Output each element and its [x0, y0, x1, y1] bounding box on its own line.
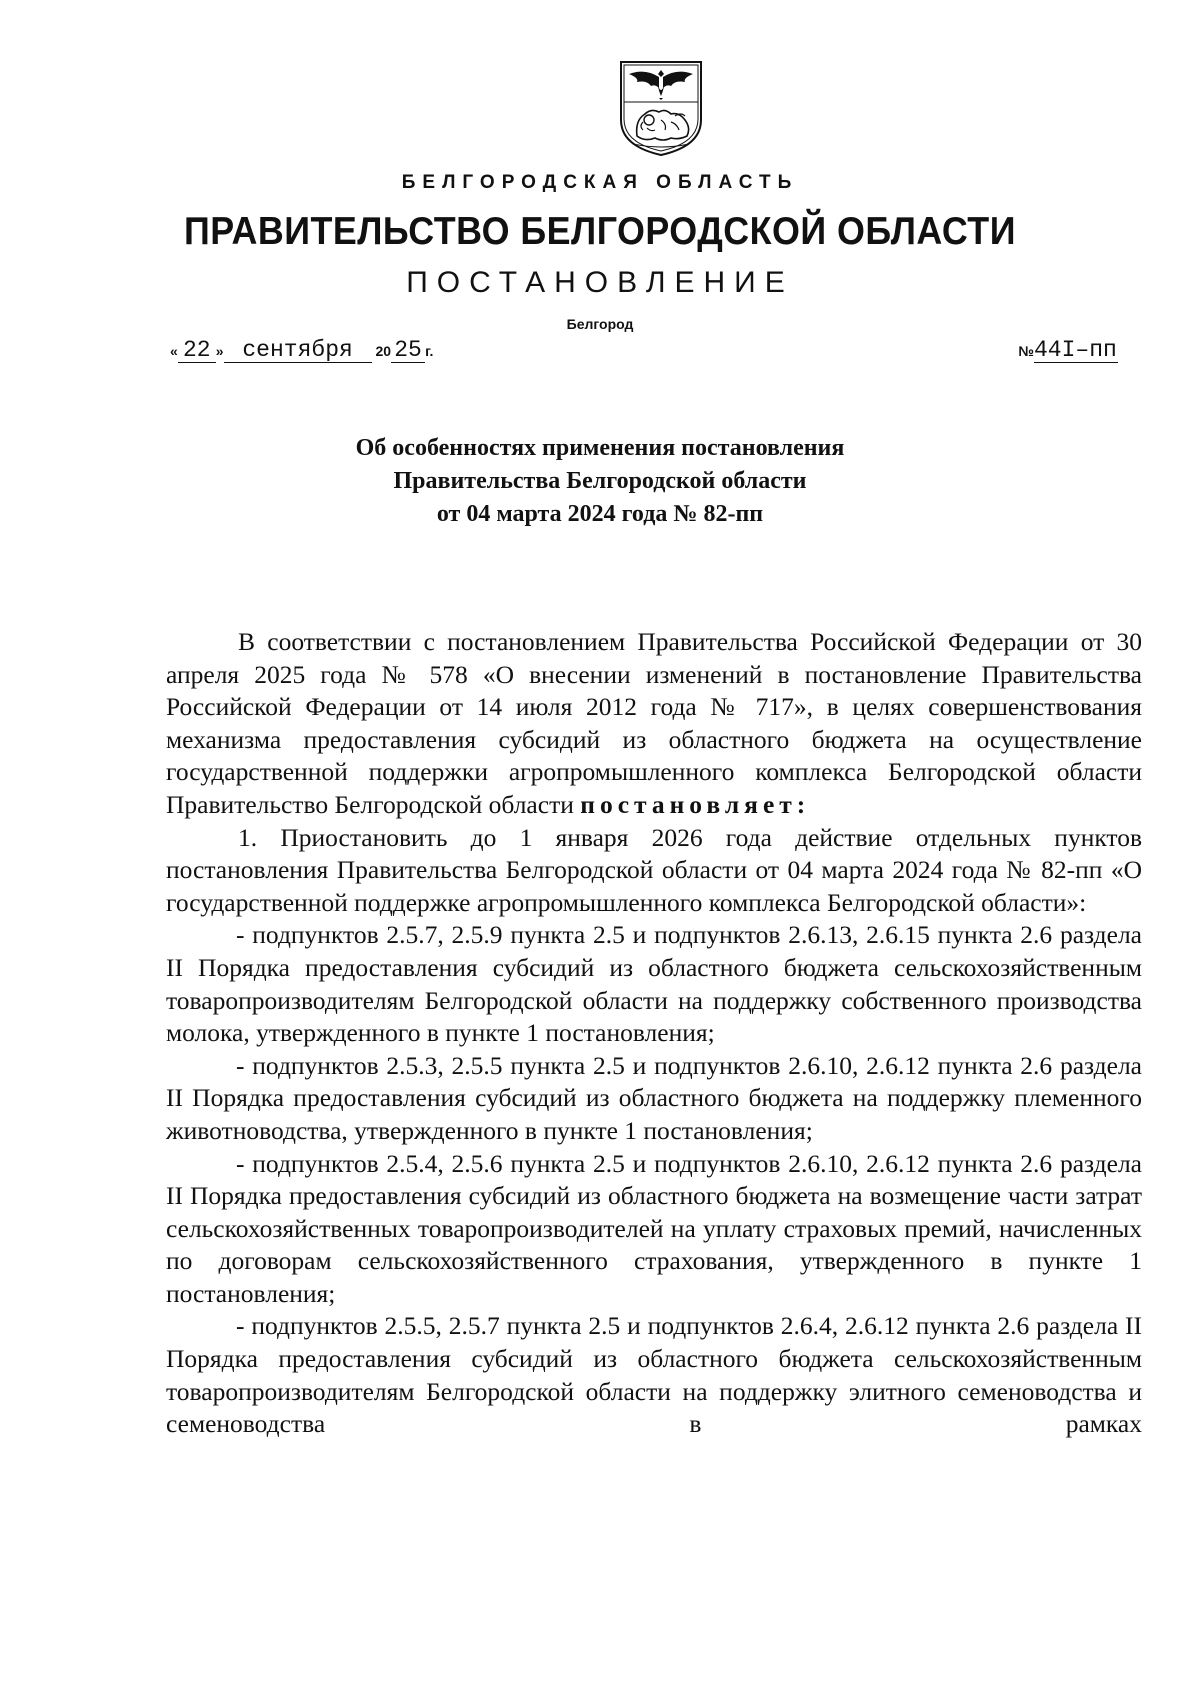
- date-year: 25: [391, 338, 425, 363]
- subitem-1-paragraph: - подпунктов 2.5.7, 2.5.9 пункта 2.5 и подпунктов 2.6.13, 2.6.15 пункта 2.6 раздела II Порядка предоставления субсидий из областного бюджета сельскохозяйственным товаропроизводителям Белгородской области на поддержку собственного производства молока, утвержденного в пункте 1 постановления;: [166, 920, 1142, 1048]
- subitem-2-paragraph: - подпунктов 2.5.3, 2.5.5 пункта 2.5 и подпунктов 2.6.10, 2.6.12 пункта 2.6 раздела II Порядка предоставления субсидий из областного бюджета на поддержку племенного животноводства, утвержденного в пункте 1 постановления;: [166, 1050, 1142, 1145]
- document-type: ПОСТАНОВЛЕНИЕ: [406, 266, 794, 299]
- date-month: сентября: [224, 338, 372, 363]
- date-open-quote: «: [170, 343, 178, 359]
- number-value: 44I–пп: [1034, 337, 1117, 363]
- resolves-word: постановляет:: [580, 789, 811, 819]
- preamble-paragraph: [166, 626, 1142, 822]
- subitem-4-paragraph: - подпунктов 2.5.5, 2.5.7 пункта 2.5 и подпунктов 2.6.4, 2.6.12 пункта 2.6 раздела II Порядка предоставления субсидий из областного бюджета сельскохозяйственным товаропроизводителям Белгородской области на поддержку элитного семеноводства и семеноводства в рамках: [166, 1311, 1142, 1439]
- region-name: БЕЛГОРОДСКАЯ ОБЛАСТЬ: [401, 172, 799, 193]
- decree-number: [1018, 338, 1118, 363]
- decree-date: [170, 338, 433, 363]
- subitem-3-paragraph: - подпунктов 2.5.4, 2.5.6 пункта 2.5 и подпунктов 2.6.10, 2.6.12 пункта 2.6 раздела II Порядка предоставления субсидий из областного бюджета на возмещение части затрат сельскохозяйственных товаропроизводителей на уплату страховых премий, начисленных по договорам сельскохозяйственного страхования, утвержденного в пункте 1 постановления;: [166, 1148, 1142, 1308]
- title-line-2: Правительства Белгородской области: [393, 468, 807, 494]
- date-century: 20: [375, 343, 392, 359]
- city-name: Белгород: [566, 316, 634, 332]
- government-name: ПРАВИТЕЛЬСТВО БЕЛГОРОДСКОЙ ОБЛАСТИ: [184, 210, 1016, 253]
- document-title: [0, 432, 1200, 531]
- date-close-quote: »: [215, 343, 224, 359]
- document-body: [166, 626, 1142, 1441]
- belgorod-coat-of-arms-emblem: [615, 58, 707, 158]
- date-year-suffix: г.: [425, 343, 434, 359]
- preamble-text: В соответствии с постановлением Правительства Российской Федерации от 30 апреля 2025 года № 578 «О внесении изменений в постановление Правительства Российской Федерации от 14 июля 2012 года № 717», в целях совершенствования механизма предоставления субсидий из областного бюджета на осуществление государственной поддержки агропромышленного комплекса Белгородской области Правительство Белгородской области: [166, 627, 1142, 819]
- date-day: 22: [178, 338, 216, 363]
- number-prefix: №: [1018, 343, 1034, 359]
- item-1-paragraph: 1. Приостановить до 1 января 2026 года действие отдельных пунктов постановления Правительства Белгородской области от 04 марта 2024 года № 82-пп «О государственной поддержке агропромышленного комплекса Белгородской области»:: [166, 822, 1142, 917]
- title-line-3: от 04 марта 2024 года № 82-пп: [436, 501, 764, 527]
- title-line-1: Об особенностях применения постановления: [355, 435, 845, 461]
